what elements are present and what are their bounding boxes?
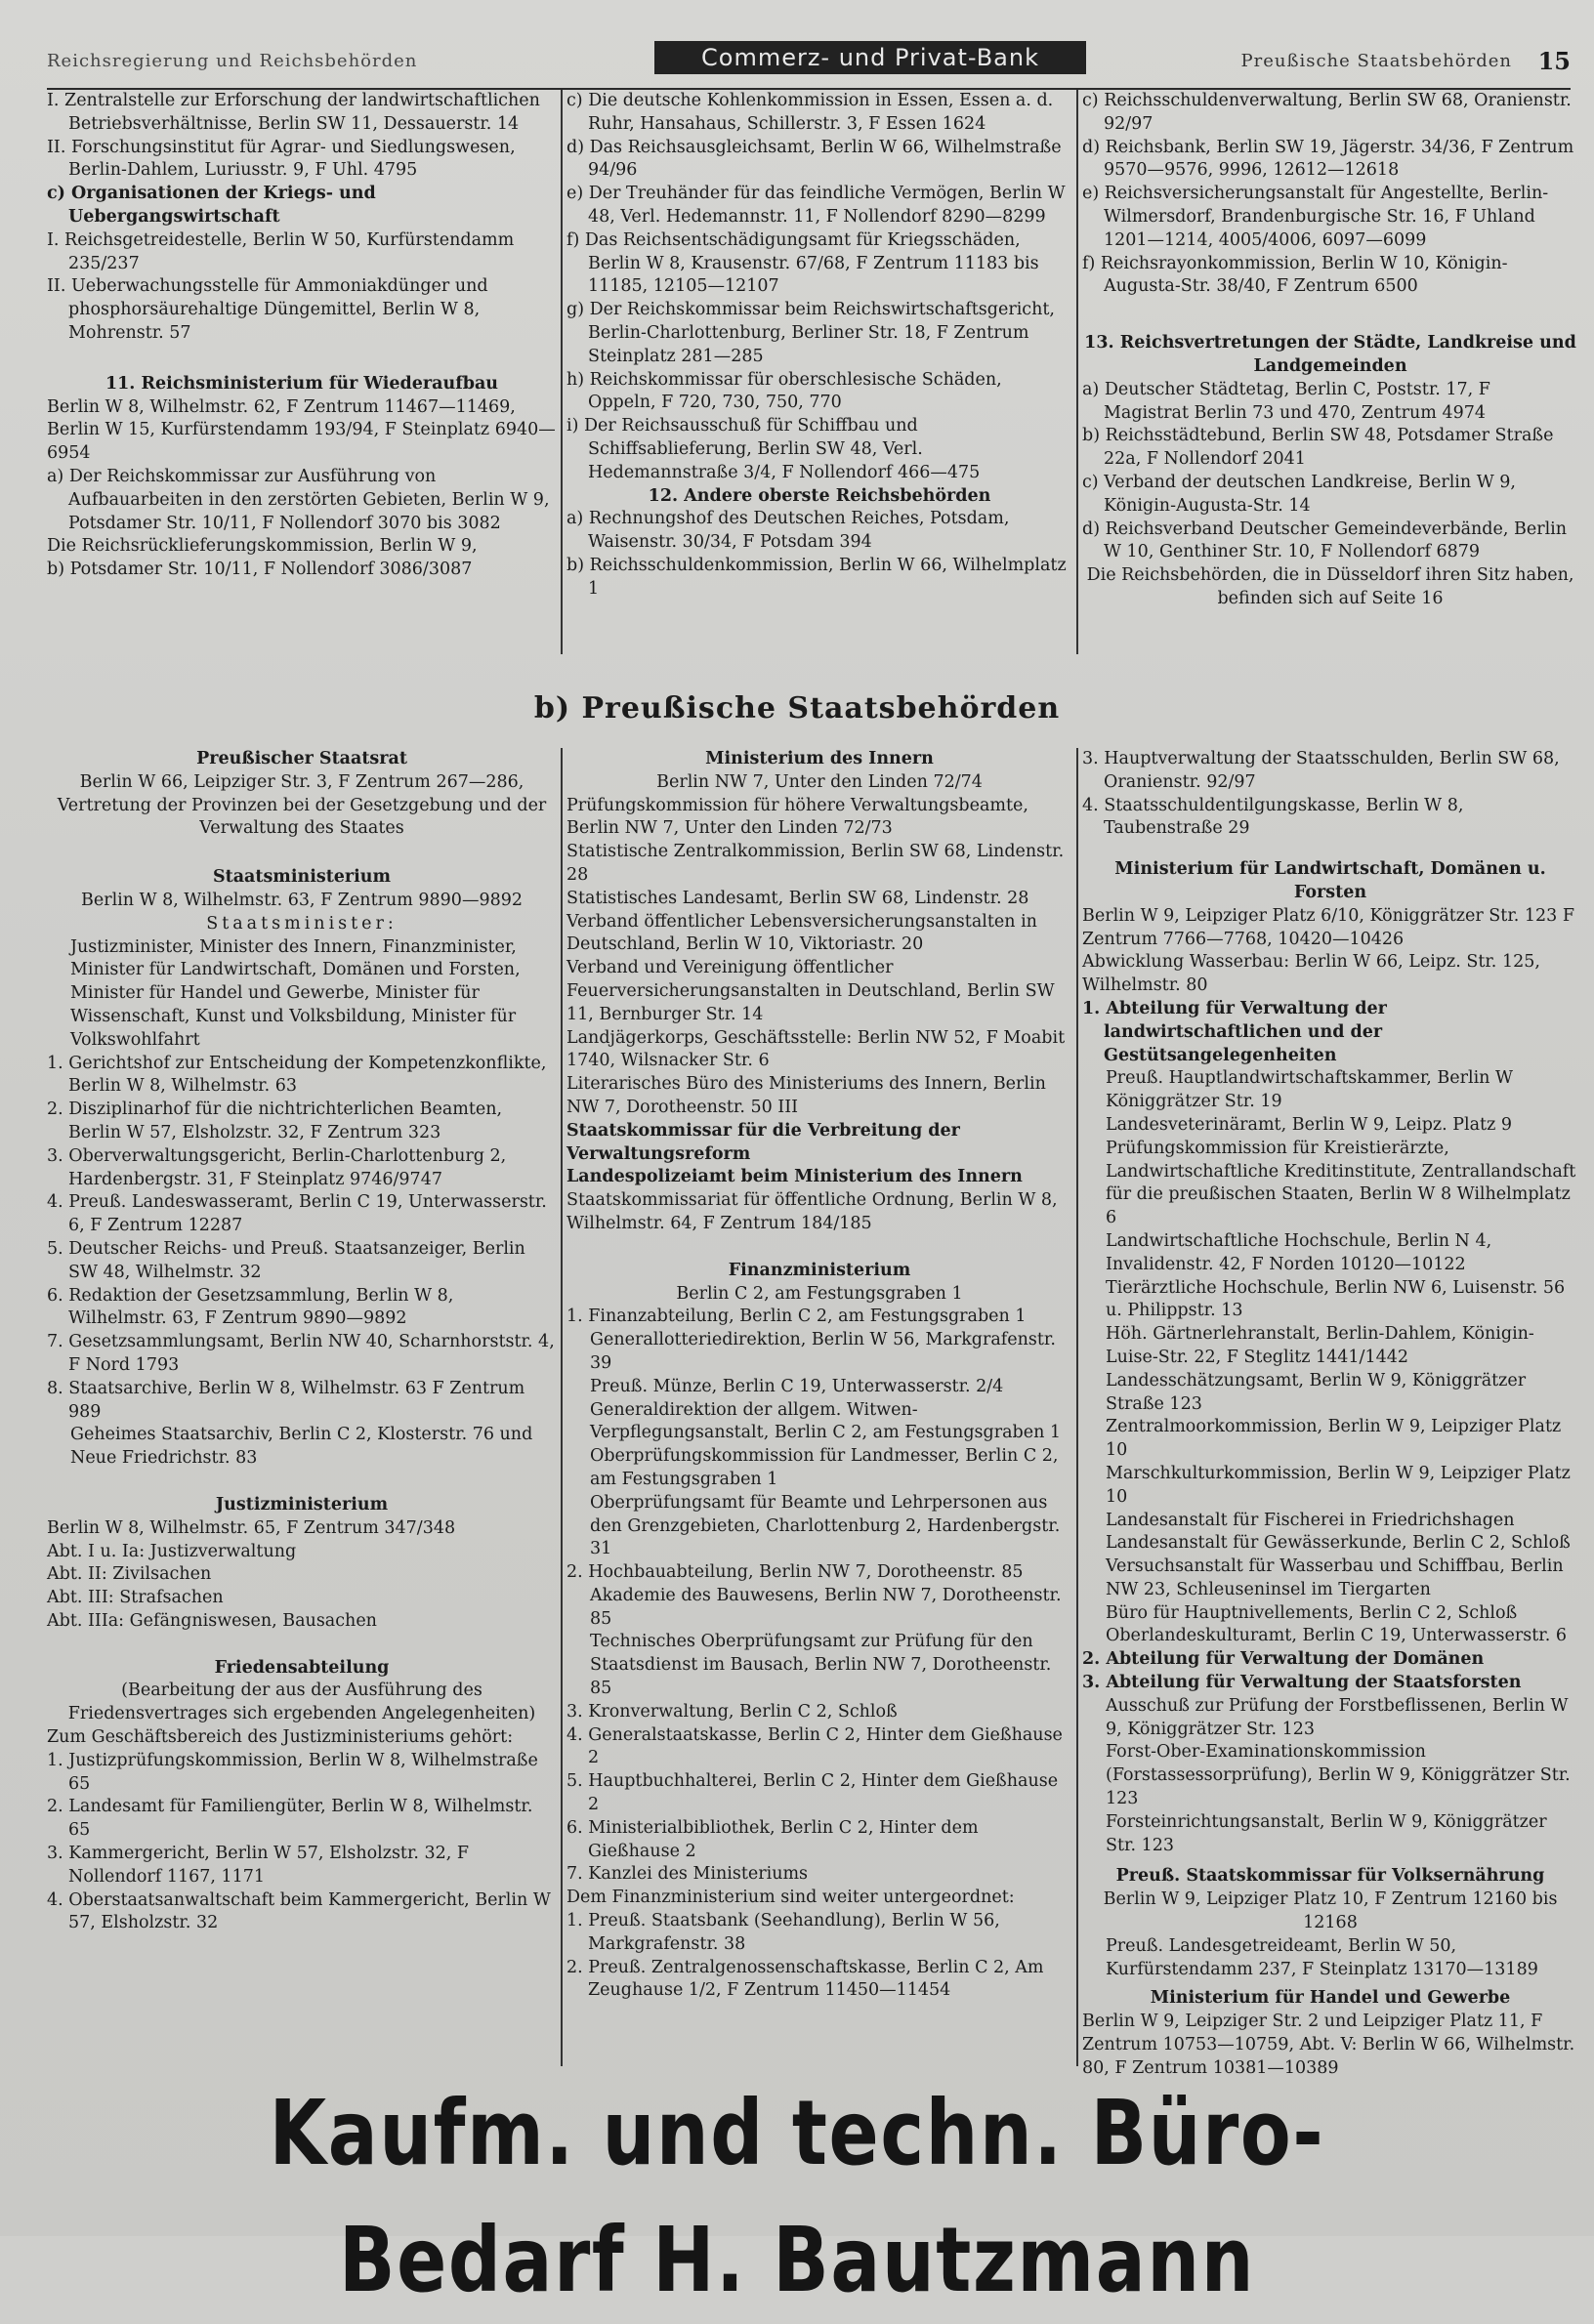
- entry: Berlin C 2, am Festungsgraben 1: [676, 1283, 963, 1304]
- entry: Landesveterinäramt, Berlin W 9, Leipz. Platz 9: [1106, 1114, 1513, 1135]
- entry: Akademie des Bauwesens, Berlin NW 7, Dorotheenstr. 85: [590, 1585, 1062, 1629]
- column-divider: [1076, 90, 1078, 654]
- entry: c) Die deutsche Kohlenkommission in Essen, Essen a. d. Ruhr, Hansahaus, Schillerstr. 3, F Essen 1624: [566, 91, 1054, 134]
- section-heading: Ministerium für Landwirtschaft, Domänen u. Forsten: [1114, 859, 1546, 902]
- entry: Ausschuß zur Prüfung der Forstbeflissenen, Berlin W 9, Königgrätzer Str. 123: [1106, 1695, 1569, 1739]
- bottom-column-3: [1082, 748, 1578, 2081]
- entry: Landesanstalt für Fischerei in Friedrichshagen: [1106, 1510, 1515, 1530]
- section-heading: Ministerium des Innern: [705, 749, 934, 768]
- entry: Oberprüfungsamt für Beamte und Lehrpersonen aus den Grenzgebieten, Charlottenburg 2, Hardenbergstr. 31: [590, 1492, 1061, 1559]
- section-title: b) Preußische Staatsbehörden: [533, 691, 1061, 726]
- entry: 7. Kanzlei des Ministeriums: [566, 1864, 809, 1885]
- entry: Landesanstalt für Gewässerkunde, Berlin C 2, Schloß: [1106, 1533, 1571, 1554]
- entry: Tierärztliche Hochschule, Berlin NW 6, Luisenstr. 56 u. Philippstr. 13: [1106, 1277, 1566, 1321]
- page-number: 15: [1537, 47, 1571, 75]
- entry: Abt. IIIa: Gefängniswesen, Bausachen: [47, 1610, 377, 1631]
- entry: Preuß. Landesgetreideamt, Berlin W 50, Kurfürstendamm 237, F Steinplatz 13170—13189: [1106, 1935, 1538, 1979]
- entry: b) Potsdamer Str. 10/11, F Nollendorf 3086/3087: [47, 560, 473, 580]
- entry: 3. Kammergericht, Berlin W 57, Elsholzstr. 32, F Nollendorf 1167, 1171: [47, 1844, 470, 1887]
- entry: Abwicklung Wasserbau: Berlin W 66, Leipz. Str. 125, Wilhelmstr. 80: [1082, 952, 1540, 996]
- entry: i) Der Reichsausschuß für Schiffbau und Schiffsablieferung, Berlin SW 48, Verl. Hedemannstraße 3/4, F Nollendorf 466—475: [566, 416, 981, 482]
- entry: Berlin W 8, Wilhelmstr. 65, F Zentrum 347/348: [47, 1517, 456, 1538]
- entry: f) Reichsrayonkommission, Berlin W 10, Königin-Augusta-Str. 38/40, F Zentrum 6500: [1082, 253, 1508, 297]
- entry: a) Deutscher Städtetag, Berlin C, Poststr. 17, F Magistrat Berlin 73 und 470, Zentrum 4974: [1082, 379, 1490, 423]
- column-divider: [561, 90, 563, 654]
- entry: h) Reichskommissar für oberschlesische Schäden, Oppeln, F 720, 730, 750, 770: [566, 369, 1002, 413]
- entry: Geheimes Staatsarchiv, Berlin C 2, Klosterstr. 76 und Neue Friedrichstr. 83: [70, 1425, 533, 1469]
- entry: 2. Disziplinarhof für die nichtrichterlichen Beamten, Berlin W 57, Elsholzstr. 32, F Zentrum 323: [47, 1100, 503, 1142]
- section-heading: Preuß. Staatskommissar für Volksernährung: [1115, 1866, 1545, 1887]
- entry: Berlin W 9, Leipziger Platz 10, F Zentrum 12160 bis 12168: [1103, 1889, 1558, 1933]
- bottom-column-2: [566, 748, 1072, 2003]
- entry: Berlin W 9, Leipziger Str. 2 und Leipziger Platz 11, F Zentrum 10753—10759, Abt. V: Berlin W 66, Wilhelmstr. 80, F Zentrum 10381—10389: [1082, 2012, 1575, 2078]
- entry: Technisches Oberprüfungsamt zur Prüfung für den Staatsdienst im Bausach, Berlin NW 7, Dorotheenstr. 85: [590, 1632, 1052, 1699]
- entry: e) Reichsversicherungsanstalt für Angestellte, Berlin-Wilmersdorf, Brandenburgische Str. 16, F Uhland 1201—1214, 4005/4006, 6097—6099: [1082, 184, 1549, 250]
- entry: Preuß. Münze, Berlin C 19, Unterwasserstr. 2/4: [590, 1376, 1004, 1396]
- entry: 3. Abteilung für Verwaltung der Staatsforsten: [1082, 1673, 1522, 1693]
- entry: 1. Abteilung für Verwaltung der landwirtschaftlichen und der Gestütsangelegenheiten: [1082, 998, 1387, 1065]
- column-divider: [561, 748, 563, 2066]
- entry: c) Verband der deutschen Landkreise, Berlin W 9, Königin-Augusta-Str. 14: [1082, 472, 1516, 516]
- entry: 4. Generalstaatskasse, Berlin C 2, Hinter dem Gießhause 2: [566, 1724, 1063, 1768]
- entry: Verband öffentlicher Lebensversicherungsanstalten in Deutschland, Berlin W 10, Viktoriastr. 20: [566, 911, 1037, 955]
- entry: Marschkulturkommission, Berlin W 9, Leipziger Platz 10: [1106, 1463, 1571, 1507]
- entry: Berlin W 8, Wilhelmstr. 62, F Zentrum 11467—11469, Berlin W 15, Kurfürstendamm 193/94, F Steinplatz 6940—6954: [47, 396, 556, 464]
- entry: Prüfungskommission für höhere Verwaltungsbeamte, Berlin NW 7, Unter den Linden 72/73: [566, 795, 1028, 839]
- entry: 1. Finanzabteilung, Berlin C 2, am Festungsgraben 1: [566, 1307, 1027, 1327]
- entry: II. Ueberwachungsstelle für Ammoniakdünger und phosphorsäurehaltige Düngemittel, Berlin W 8, Mohrenstr. 57: [47, 276, 488, 343]
- entry: Zum Geschäftsbereich des Justizministeriums gehört:: [47, 1727, 514, 1748]
- entry: 2. Abteilung für Verwaltung der Domänen: [1082, 1649, 1485, 1670]
- entry: Versuchsanstalt für Wasserbau und Schiffbau, Berlin NW 23, Schleuseninsel im Tiergarten: [1106, 1556, 1564, 1599]
- column-divider: [1076, 748, 1078, 2066]
- entry: Prüfungskommission für Kreistierärzte,: [1106, 1138, 1449, 1158]
- entry: a) Der Reichskommissar zur Ausführung von Aufbauarbeiten in den zerstörten Gebieten, Berlin W 9, Potsdamer Str. 10/11, F Nollendorf 3070 bis 3082: [47, 466, 550, 533]
- bottom-column-1: [47, 748, 557, 1935]
- entry: 4. Staatsschuldentilgungskasse, Berlin W 8, Taubenstraße 29: [1082, 795, 1464, 839]
- header-banner-advert: Commerz- und Privat-Bank: [654, 41, 1086, 74]
- entry: 2. Landesamt für Familiengüter, Berlin W 8, Wilhelmstr. 65: [47, 1797, 533, 1841]
- entry: I. Reichsgetreidestelle, Berlin W 50, Kurfürstendamm 235/237: [47, 229, 515, 273]
- entry: Landesschätzungsamt, Berlin W 9, Königgrätzer Straße 123: [1106, 1370, 1527, 1414]
- entry: Staatskommissar für die Verbreitung der Verwaltungsreform: [566, 1120, 960, 1164]
- section-heading: Friedensabteilung: [214, 1657, 390, 1678]
- entry: I. Zentralstelle zur Erforschung der landwirtschaftlichen Betriebsverhältnisse, Berlin SW 11, Dessauerstr. 14: [47, 91, 540, 134]
- entry: Abt. III: Strafsachen: [47, 1588, 224, 1608]
- entry-note: Die Reichsbehörden, die in Düsseldorf ihren Sitz haben, befinden sich auf Seite 16: [1086, 565, 1574, 608]
- entry: Abt. II: Zivilsachen: [47, 1564, 212, 1585]
- entry: c) Reichsschuldenverwaltung, Berlin SW 68, Oranienstr. 92/97: [1082, 91, 1572, 134]
- entry: d) Reichsbank, Berlin SW 19, Jägerstr. 34/36, F Zentrum 9570—9576, 9996, 12612—12618: [1082, 137, 1574, 181]
- entry: (Bearbeitung der aus der Ausführung des Friedensvertrages sich ergebenden Angelegenheiten): [67, 1681, 536, 1724]
- section-heading: Ministerium für Handel und Gewerbe: [1150, 1988, 1511, 2009]
- entry: 8. Staatsarchive, Berlin W 8, Wilhelmstr. 63 F Zentrum 989: [47, 1378, 525, 1422]
- entry: 5. Hauptbuchhalterei, Berlin C 2, Hinter dem Gießhause 2: [566, 1771, 1059, 1815]
- top-column-3: [1082, 90, 1578, 611]
- section-heading: Staatsministerium: [212, 867, 392, 888]
- entry: 4. Oberstaatsanwaltschaft beim Kammergericht, Berlin W 57, Elsholzstr. 32: [47, 1889, 551, 1933]
- entry: Die Reichsrücklieferungskommission, Berlin W 9,: [47, 536, 478, 557]
- entry: Staatskommissariat für öffentliche Ordnung, Berlin W 8, Wilhelmstr. 64, F Zentrum 184/185: [566, 1190, 1058, 1233]
- entry: 2. Preuß. Zentralgenossenschaftskasse, Berlin C 2, Am Zeughause 1/2, F Zentrum 11450—11454: [566, 1957, 1044, 2001]
- section-heading: 12. Andere oberste Reichsbehörden: [648, 485, 991, 506]
- page-header: [47, 37, 1571, 90]
- entry: Abt. I u. Ia: Justizverwaltung: [47, 1541, 297, 1561]
- entry: Oberprüfungskommission für Landmesser, Berlin C 2, am Festungsgraben 1: [590, 1446, 1059, 1489]
- section-heading: 13. Reichsvertretungen der Städte, Landkreise und Landgemeinden: [1084, 333, 1576, 376]
- entry: 3. Kronverwaltung, Berlin C 2, Schloß: [566, 1701, 898, 1722]
- entry: 2. Hochbauabteilung, Berlin NW 7, Dorotheenstr. 85: [566, 1562, 1024, 1583]
- entry: Preuß. Hauptlandwirtschaftskammer, Berlin W Königgrätzer Str. 19: [1106, 1068, 1513, 1112]
- entry: d) Reichsverband Deutscher Gemeindeverbände, Berlin W 10, Genthiner Str. 10, F Nollendorf 6879: [1082, 519, 1568, 562]
- entry: Landwirtschaftliche Hochschule, Berlin N 4, Invalidenstr. 42, F Norden 10120—10122: [1106, 1230, 1492, 1274]
- top-column-1: [47, 90, 557, 582]
- entry: 3. Hauptverwaltung der Staatsschulden, Berlin SW 68, Oranienstr. 92/97: [1082, 749, 1560, 792]
- entry: Berlin W 9, Leipziger Platz 6/10, Königgrätzer Str. 123 F Zentrum 7766—7768, 10420—10426: [1082, 905, 1574, 949]
- entry: II. Forschungsinstitut für Agrar- und Siedlungswesen, Berlin-Dahlem, Luriusstr. 9, F Uhl. 4795: [47, 137, 516, 181]
- entry: a) Rechnungshof des Deutschen Reiches, Potsdam, Waisenstr. 30/34, F Potsdam 394: [566, 509, 1010, 553]
- entry-heading: c) Organisationen der Kriegs- und Uebergangswirtschaft: [47, 184, 376, 227]
- entry: 1. Gerichtshof zur Entscheidung der Kompetenzkonflikte, Berlin W 8, Wilhelmstr. 63: [47, 1053, 547, 1097]
- section-heading: Justizministerium: [215, 1494, 389, 1515]
- entry: Berlin W 8, Wilhelmstr. 63, F Zentrum 9890—9892: [81, 890, 523, 910]
- entry: Landwirtschaftliche Kreditinstitute, Zentrallandschaft für die preußischen Staaten, Berlin W 8 Wilhelmplatz 6: [1106, 1161, 1576, 1228]
- footer-advertisement: Kaufm. und techn. Büro-Bedarf H. Bautzmann: [269, 2081, 1325, 2312]
- top-column-2: [566, 90, 1072, 602]
- entry: Generaldirektion der allgem. Witwen-Verpflegungsanstalt, Berlin C 2, am Festungsgraben 1: [590, 1399, 1062, 1443]
- entry: f) Das Reichsentschädigungsamt für Kriegsschäden, Berlin W 8, Krausenstr. 67/68, F Zentrum 11183 bis 11185, 12105—12107: [566, 229, 1039, 297]
- header-left-running-title: Reichsregierung und Reichsbehörden: [47, 51, 418, 71]
- entry: Generallotteriedirektion, Berlin W 56, Markgrafenstr. 39: [590, 1330, 1056, 1373]
- header-right-running-title: Preußische Staatsbehörden: [1240, 51, 1512, 71]
- entry: g) Der Reichskommissar beim Reichswirtschaftsgericht, Berlin-Charlottenburg, Berliner Str. 18, F Zentrum Steinplatz 281—285: [566, 300, 1055, 366]
- entry: Berlin NW 7, Unter den Linden 72/74: [656, 771, 983, 792]
- entry: Dem Finanzministerium sind weiter untergeordnet:: [566, 1888, 1015, 1908]
- entry: 1. Preuß. Staatsbank (Seehandlung), Berlin W 56, Markgrafenstr. 38: [566, 1911, 1000, 1954]
- entry: Statistische Zentralkommission, Berlin SW 68, Lindenstr. 28: [566, 842, 1065, 885]
- entry: 4. Preuß. Landeswasseramt, Berlin C 19, Unterwasserstr. 6, F Zentrum 12287: [47, 1192, 547, 1236]
- entry: 5. Deutscher Reichs- und Preuß. Staatsanzeiger, Berlin SW 48, Wilhelmstr. 32: [47, 1238, 525, 1282]
- entry: Landjägerkorps, Geschäftsstelle: Berlin NW 52, F Moabit 1740, Wilsnacker Str. 6: [566, 1027, 1066, 1071]
- entry: 6. Ministerialbibliothek, Berlin C 2, Hinter dem Gießhause 2: [566, 1817, 979, 1861]
- entry: Berlin W 66, Leipziger Str. 3, F Zentrum 267—286, Vertretung der Provinzen bei der Gesetzgebung und der Verwaltung des Staates: [57, 771, 547, 839]
- entry: b) Reichsstädtebund, Berlin SW 48, Potsdamer Straße 22a, F Nollendorf 2041: [1082, 426, 1554, 470]
- entry: 3. Oberverwaltungsgericht, Berlin-Charlottenburg 2, Hardenbergstr. 31, F Steinplatz 9746/9747: [47, 1145, 507, 1189]
- entry: Verband und Vereinigung öffentlicher Feuerversicherungsanstalten in Deutschland, Berlin SW 11, Bernburger Str. 14: [566, 958, 1055, 1024]
- entry: Büro für Hauptnivellements, Berlin C 2, Schloß: [1106, 1602, 1518, 1623]
- section-heading: Finanzministerium: [728, 1260, 911, 1280]
- section-heading: 11. Reichsministerium für Wiederaufbau: [105, 373, 499, 394]
- entry: Landespolizeiamt beim Ministerium des Innern: [566, 1167, 1023, 1187]
- entry: Forsteinrichtungsanstalt, Berlin W 9, Königgrätzer Str. 123: [1106, 1811, 1547, 1855]
- section-heading: Preußischer Staatsrat: [196, 749, 407, 768]
- entry: Höh. Gärtnerlehranstalt, Berlin-Dahlem, Königin-Luise-Str. 22, F Steglitz 1441/1442: [1106, 1324, 1534, 1367]
- entry: Statistisches Landesamt, Berlin SW 68, Lindenstr. 28: [566, 888, 1029, 908]
- entry: 1. Justizprüfungskommission, Berlin W 8, Wilhelmstraße 65: [47, 1750, 538, 1794]
- entry-subheading: Staatsminister:: [206, 913, 398, 934]
- entry: Literarisches Büro des Ministeriums des Innern, Berlin NW 7, Dorotheenstr. 50 III: [566, 1074, 1046, 1117]
- entry: e) Der Treuhänder für das feindliche Vermögen, Berlin W 48, Verl. Hedemannstr. 11, F Nollendorf 8290—8299: [566, 184, 1066, 227]
- entry: Zentralmoorkommission, Berlin W 9, Leipziger Platz 10: [1106, 1417, 1562, 1461]
- entry: 6. Redaktion der Gesetzsammlung, Berlin W 8, Wilhelmstr. 63, F Zentrum 9890—9892: [47, 1285, 454, 1329]
- entry: Forst-Ober-Examinationskommission (Forstassessorprüfung), Berlin W 9, Königgrätzer Str. 123: [1106, 1742, 1571, 1809]
- entry: d) Das Reichsausgleichsamt, Berlin W 66, Wilhelmstraße 94/96: [566, 137, 1062, 181]
- entry: 7. Gesetzsammlungsamt, Berlin NW 40, Scharnhorststr. 4, F Nord 1793: [47, 1332, 555, 1375]
- entry: Justizminister, Minister des Innern, Finanzminister, Minister für Landwirtschaft, Domänen und Forsten, Minister für Handel und Gewerbe, Minister für Wissenschaft, Kunst und Volksbildung, Minister für Volkswohlfahrt: [70, 936, 521, 1050]
- entry: b) Reichsschuldenkommission, Berlin W 66, Wilhelmplatz 1: [566, 555, 1067, 599]
- entry: Oberlandeskulturamt, Berlin C 19, Unterwasserstr. 6: [1106, 1626, 1567, 1646]
